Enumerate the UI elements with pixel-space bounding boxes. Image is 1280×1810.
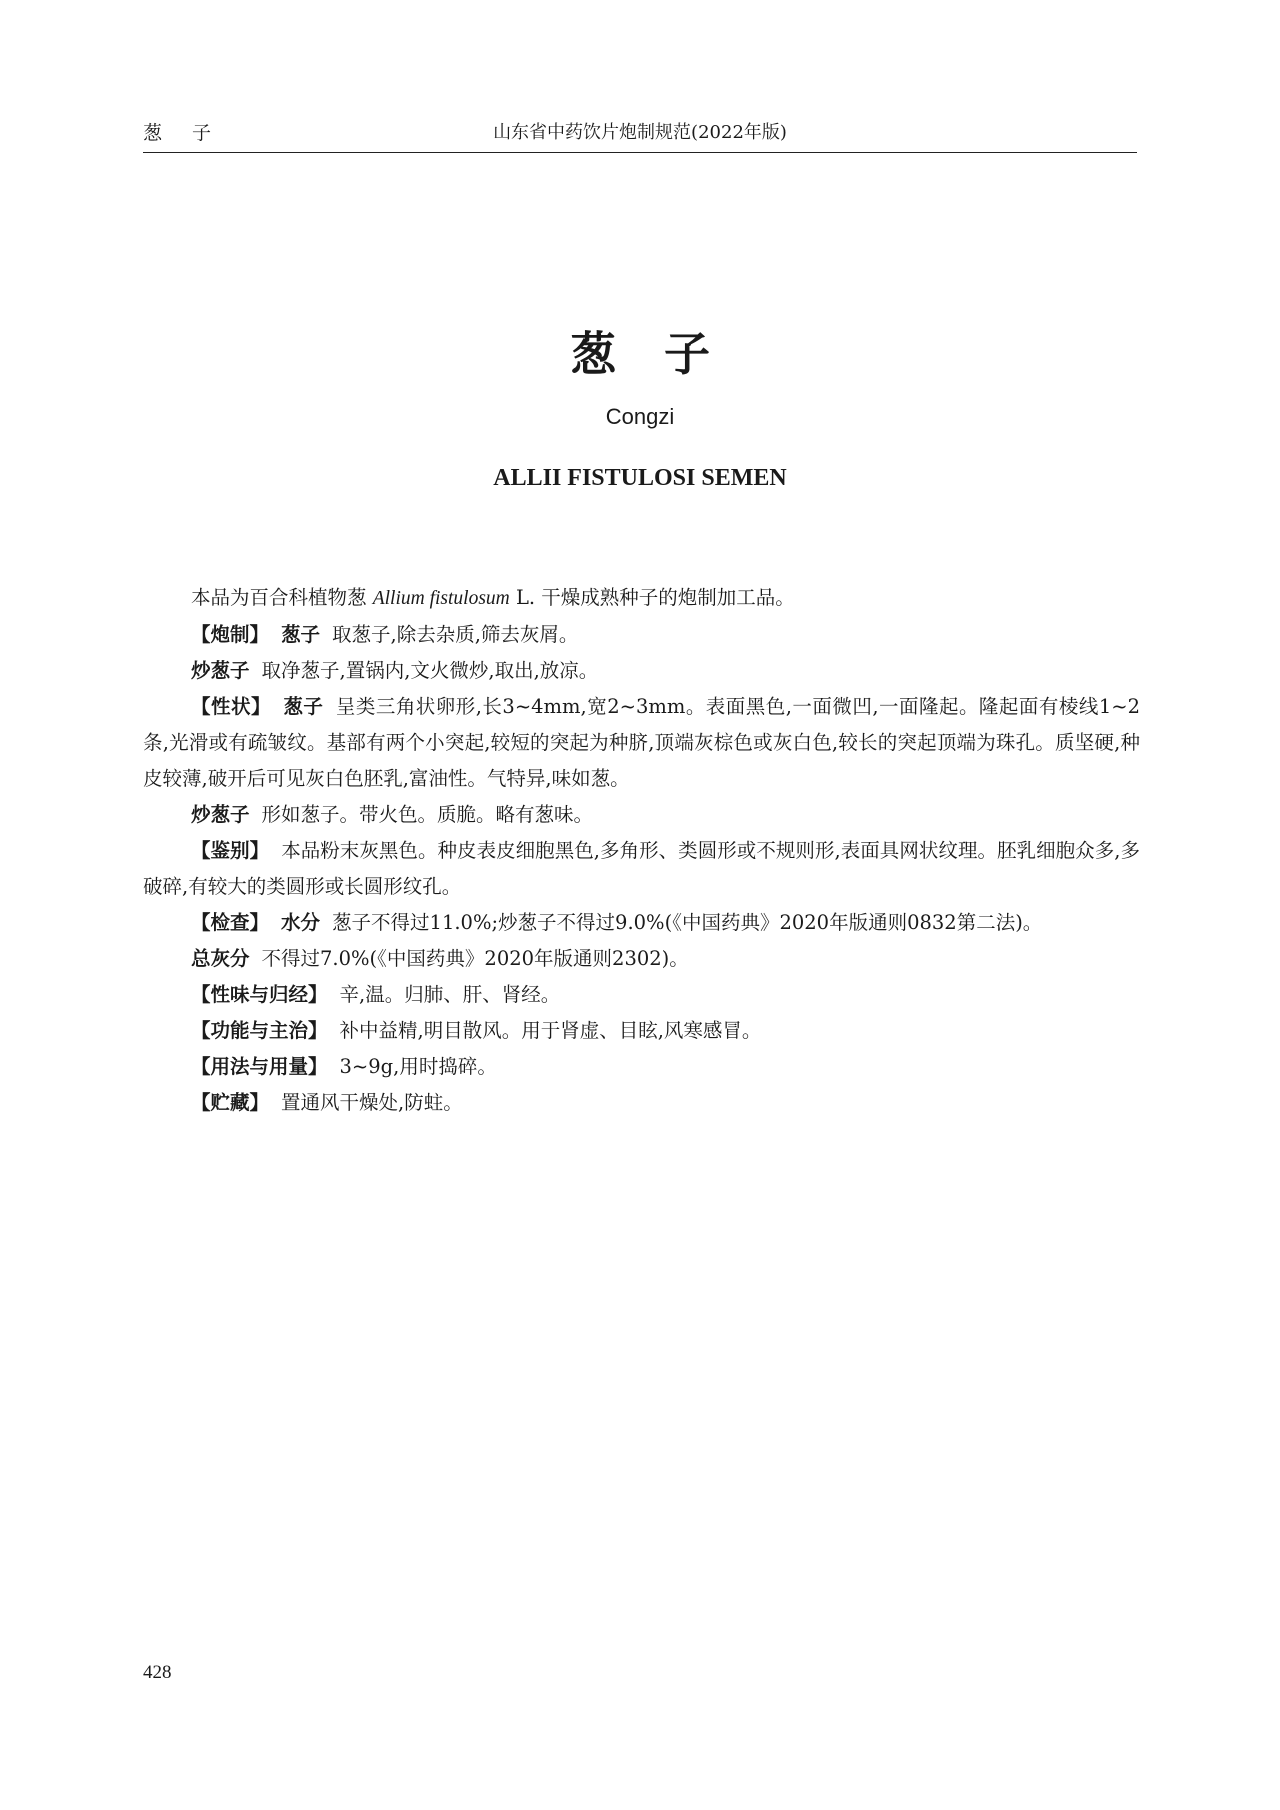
book-title: 山东省中药饮片炮制规范(2022年版) bbox=[493, 122, 787, 143]
xingzhuang-item1-name: 葱子 bbox=[282, 695, 324, 718]
yongfa-paragraph bbox=[143, 1049, 1140, 1085]
jianbie-heading: 【鉴别】 bbox=[191, 839, 270, 862]
page-title: 葱子 bbox=[570, 327, 758, 381]
intro-paragraph bbox=[143, 580, 1140, 617]
page-number: 428 bbox=[143, 1662, 172, 1683]
paozhi-item2-name: 炒葱子 bbox=[191, 659, 250, 682]
jiancha-item1-name: 水分 bbox=[281, 911, 321, 934]
xingzhuang-item1-text: 呈类三角状卵形,长3~4mm,宽2~3mm。表面黑色,一面微凹,一面隆起。隆起面有棱线1~2条,光滑或有疏皱纹。基部有两个小突起,较短的突起为种脐,顶端灰棕色或灰白色,较长的突起顶端为珠孔。质坚硬,种皮较薄,破开后可见灰白色胚乳,富油性。气特异,味如葱。 bbox=[143, 695, 1140, 790]
gongneng-heading: 【功能与主治】 bbox=[191, 1019, 328, 1042]
paozhi-heading: 【炮制】 bbox=[191, 623, 270, 646]
jiancha-item2-name: 总灰分 bbox=[191, 947, 250, 970]
xingzhuang-item2-name: 炒葱子 bbox=[191, 803, 250, 826]
yongfa-heading: 【用法与用量】 bbox=[191, 1055, 328, 1078]
running-header bbox=[143, 112, 1137, 153]
xingzhuang-paragraph bbox=[143, 689, 1140, 797]
xingzhuang-item2-text: 形如葱子。带火色。质脆。略有葱味。 bbox=[261, 803, 594, 826]
jiancha-heading: 【检查】 bbox=[191, 911, 270, 934]
paozhi-item2-paragraph bbox=[143, 653, 1140, 689]
zhucang-text: 置通风干燥处,防蛀。 bbox=[281, 1091, 463, 1114]
xingwei-heading: 【性味与归经】 bbox=[191, 983, 328, 1006]
xingwei-text: 辛,温。归肺、肝、肾经。 bbox=[339, 983, 561, 1006]
gongneng-text: 补中益精,明目散风。用于肾虚、目眩,风寒感冒。 bbox=[339, 1019, 762, 1042]
jianbie-paragraph bbox=[143, 833, 1140, 905]
jiancha-item1-text: 葱子不得过11.0%;炒葱子不得过9.0%(《中国药典》2020年版通则0832第二法)。 bbox=[332, 911, 1043, 934]
monograph-body bbox=[143, 580, 1140, 1121]
gongneng-paragraph bbox=[143, 1013, 1140, 1049]
paozhi-item2-text: 取净葱子,置锅内,文火微炒,取出,放凉。 bbox=[261, 659, 599, 682]
xingwei-paragraph bbox=[143, 977, 1140, 1013]
intro-text-before: 本品为百合科植物葱 bbox=[191, 586, 373, 609]
running-title: 葱 子 bbox=[143, 122, 224, 144]
jiancha-item2-paragraph bbox=[143, 941, 1140, 977]
latin-title: ALLII FISTULOSI SEMEN bbox=[493, 465, 787, 491]
paozhi-paragraph bbox=[143, 617, 1140, 653]
zhucang-paragraph bbox=[143, 1085, 1140, 1121]
yongfa-text: 3~9g,用时捣碎。 bbox=[339, 1055, 497, 1078]
paozhi-item1-text: 取葱子,除去杂质,筛去灰屑。 bbox=[332, 623, 579, 646]
paozhi-item1-name: 葱子 bbox=[281, 623, 321, 646]
xingzhuang-heading: 【性状】 bbox=[191, 695, 271, 718]
jianbie-text: 本品粉末灰黑色。种皮表皮细胞黑色,多角形、类圆形或不规则形,表面具网状纹理。胚乳细胞众多,多破碎,有较大的类圆形或长圆形纹孔。 bbox=[143, 839, 1140, 898]
intro-latin-name: Allium fistulosum bbox=[372, 588, 510, 609]
jiancha-item2-text: 不得过7.0%(《中国药典》2020年版通则2302)。 bbox=[261, 947, 689, 970]
xingzhuang-item2-paragraph bbox=[143, 797, 1140, 833]
jiancha-paragraph bbox=[143, 905, 1140, 941]
intro-text-after: L. 干燥成熟种子的炮制加工品。 bbox=[509, 586, 795, 609]
pinyin-title: Congzi bbox=[605, 404, 675, 429]
zhucang-heading: 【贮藏】 bbox=[191, 1091, 270, 1114]
